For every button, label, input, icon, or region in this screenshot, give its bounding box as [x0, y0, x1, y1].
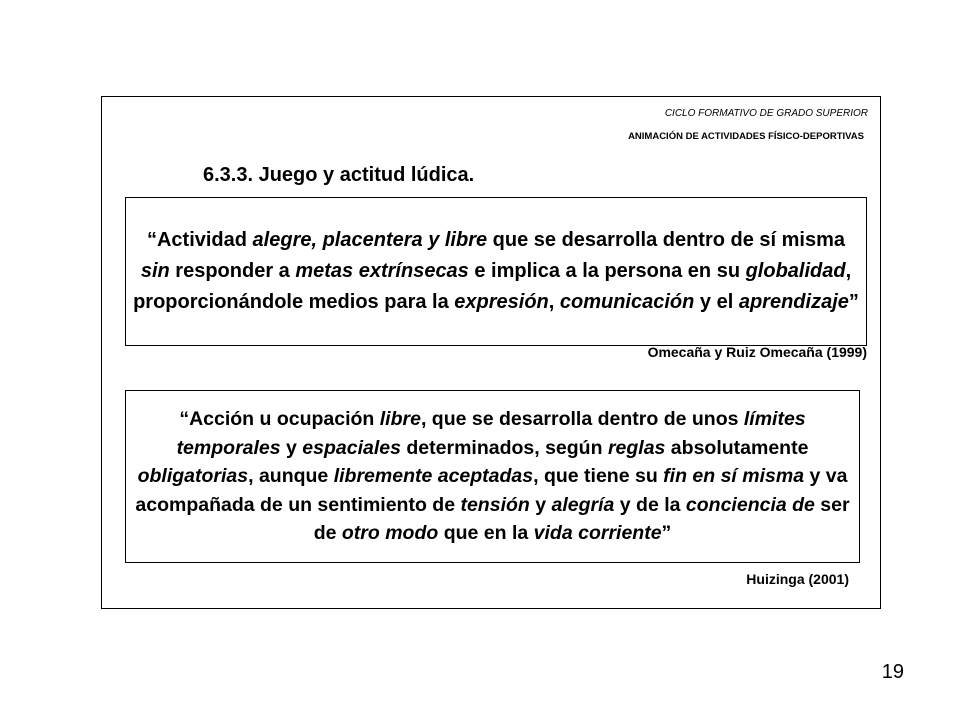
emphasized-term: vida corriente	[533, 522, 662, 545]
emphasized-term: alegría	[551, 493, 615, 516]
section-title: 6.3.3. Juego y actitud lúdica.	[203, 164, 475, 186]
emphasized-term: aprendizaje	[738, 291, 849, 313]
definition-source-2: Huizinga (2001)	[746, 571, 849, 587]
emphasized-term: sin	[140, 260, 170, 282]
quote-text-segment: ”	[661, 522, 672, 545]
emphasized-term: otro modo	[341, 522, 439, 545]
course-header: ANIMACIÓN DE ACTIVIDADES FÍSICO-DEPORTIVAS	[628, 131, 864, 142]
quote-text-segment: responder a	[169, 260, 296, 282]
emphasized-term: tensión	[460, 493, 530, 516]
quote-text-segment: e implica a la persona en su	[468, 260, 746, 282]
quote-text-segment: , proporcionándole medios para la	[133, 260, 852, 313]
emphasized-term: libre	[379, 408, 421, 431]
definition-source-1: Omecaña y Ruiz Omecaña (1999)	[647, 344, 867, 360]
emphasized-term: metas extrínsecas	[295, 260, 469, 282]
emphasized-term: obligatorias	[137, 465, 249, 488]
quote-text-segment: y va acompañada de un sentimiento de	[135, 465, 848, 516]
quote-text-segment: , que tiene su	[533, 465, 664, 488]
cycle-header: CICLO FORMATIVO DE GRADO SUPERIOR	[664, 108, 868, 119]
emphasized-term: reglas	[607, 436, 666, 459]
definition-box-1	[125, 197, 867, 346]
quote-text-segment: que en la	[438, 522, 534, 545]
quote-text-segment: ,	[548, 291, 560, 313]
quote-text-segment: y el	[694, 291, 739, 313]
definition-quote-1	[132, 225, 860, 318]
emphasized-term: límites temporales	[176, 408, 806, 459]
quote-text-segment: “Acción u ocupación	[179, 408, 380, 431]
quote-text-segment: , que se desarrolla dentro de unos	[420, 408, 744, 431]
emphasized-term: libremente aceptadas	[333, 465, 534, 488]
quote-text-segment: que se desarrolla dentro de sí misma	[487, 229, 846, 251]
quote-text-segment: , aunque	[248, 465, 334, 488]
emphasized-term: expresión	[454, 291, 549, 313]
emphasized-term: comunicación	[559, 291, 695, 313]
quote-text-segment: y	[529, 493, 552, 516]
quote-text-segment: determinados, según	[400, 436, 608, 459]
quote-text-segment: absolutamente	[665, 436, 809, 459]
emphasized-term: conciencia de	[685, 493, 815, 516]
quote-text-segment: ser de	[313, 493, 850, 545]
emphasized-term: alegre, placentera y libre	[252, 229, 488, 251]
emphasized-term: espaciales	[302, 436, 401, 459]
quote-text-segment: y	[280, 436, 303, 459]
definition-box-2	[125, 390, 860, 563]
quote-text-segment: ”	[848, 291, 859, 313]
definition-quote-2	[130, 405, 855, 548]
quote-text-segment: y de la	[614, 493, 686, 516]
page-number: 19	[881, 661, 904, 683]
emphasized-term: fin en sí misma	[663, 465, 805, 488]
emphasized-term: globalidad	[745, 260, 846, 282]
quote-text-segment: “Actividad	[146, 229, 253, 251]
